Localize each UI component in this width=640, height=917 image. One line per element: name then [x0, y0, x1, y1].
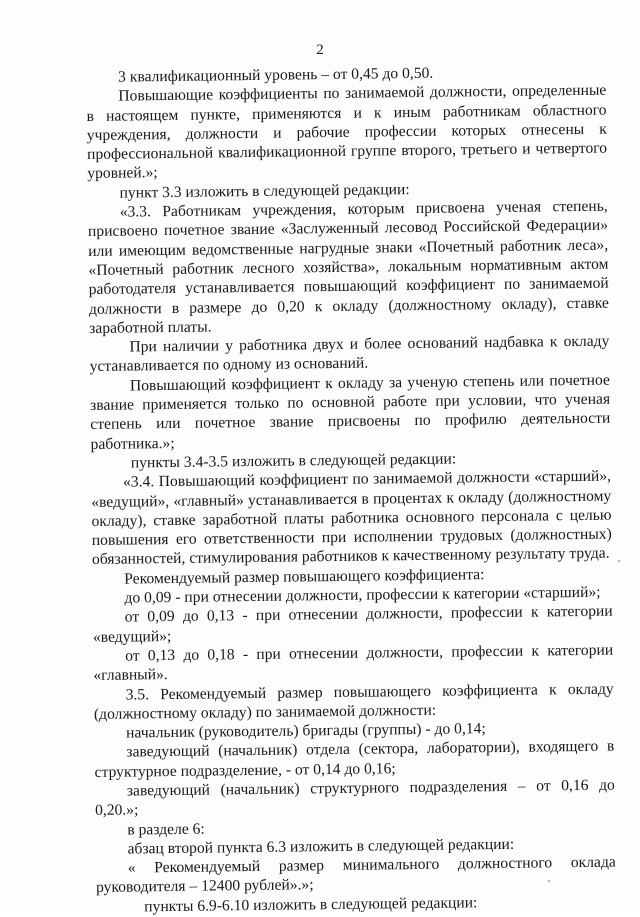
paragraph-two-grounds: При наличии у работника двух и более оснований надбавка к окладу устанавливается по одному из оснований.	[89, 332, 610, 376]
paragraph-coefficients-other-workers: Повышающие коэффициенты по занимаемой должности, определенные в настоящем пункте, применяются и к иным работникам областного учреждения, должности и рабочие профессии которых отнесены к профессиональной квалификационной группе второго, третьего и четвертого уровней.»;	[86, 81, 608, 183]
paragraph-recommended-size: Рекомендуемый размер повышающего коэффициента:	[124, 565, 485, 588]
paragraph-minimum-salary: « Рекомендуемый размер минимального должностного оклада руководителя – 12400 рублей».»;	[95, 853, 616, 897]
paragraph-points-6-9-6-10-intro: пункты 6.9-6.10 изложить в следующей редакции:	[144, 894, 478, 916]
list-item-department-head: заведующий (начальник) отдела (сектора, лаборатории), входящего в структурное подразделение, - от 0,14 до 0,16;	[94, 737, 615, 781]
paragraph-point-3-3: «3.3. Работникам учреждения, которым присвоена ученая степень, присвоено почетное звание «Заслуженный лесовод Российской Федерации» или имеющим ведомственные нагрудные знаки «Почетный работник леса», «Почетный работник лесного хозяйства», локальным нормативным актом работодателя устанавливается повышающий коэффициент по занимаемой должности в размере до 0,20 к окладу (должностному окладу), ставке заработной платы.	[87, 197, 610, 337]
paragraph-point-6-3-intro: абзац второй пункта 6.3 изложить в следующей редакции:	[127, 835, 515, 858]
paragraph-points-3-4-3-5-intro: пункты 3.4-3.5 изложить в следующей редакции:	[130, 450, 457, 472]
page-number: 2	[316, 42, 324, 58]
scan-speck	[618, 560, 620, 562]
paragraph-point-3-3-intro: пункт 3.3 изложить в следующей редакции:	[119, 180, 410, 202]
list-item-chief: от 0,13 до 0,18 - при отнесении должности, профессии к категории «главный».	[93, 641, 614, 685]
scan-speck	[548, 880, 550, 882]
paragraph-qualification-level-3: 3 квалификационный уровень – от 0,45 до 0,50.	[118, 64, 434, 86]
paragraph-section-6: в разделе 6:	[127, 820, 205, 839]
paragraph-point-3-5: 3.5. Рекомендуемый размер повышающего коэффициента к окладу (должностному окладу) по занимаемой должности:	[93, 680, 614, 723]
list-item-leading: от 0,09 до 0,13 - при отнесении должности, профессии к категории «ведущий»;	[92, 602, 613, 646]
paragraph-degree-coefficient: Повышающий коэффициент к окладу за ученую степень или почетное звание применяется только по основной работе при условии, что ученая степень или почетное звание присвоены по профилю деятельности работника.»;	[90, 371, 611, 453]
document-body	[86, 62, 616, 917]
list-item-division-head: заведующий (начальник) структурного подразделения – от 0,16 до 0,20.»;	[94, 776, 615, 820]
paragraph-point-3-4: «3.4. Повышающий коэффициент по занимаемой должности «старший», «ведущий», «главный» устанавливается в процентах к окладу (должностному окладу), ставке заработной платы работника основного персонала с целью повышения его ответственности при исполнении трудовых (должностных) обязанностей, стимулирования работников к качественному результату труда.	[91, 467, 612, 569]
list-item-brigade-head: начальник (руководитель) бригады (группы) - до 0,14;	[126, 720, 486, 742]
list-item-senior: до 0,09 - при отнесении должности, профессии к категории «старший»;	[124, 583, 601, 607]
